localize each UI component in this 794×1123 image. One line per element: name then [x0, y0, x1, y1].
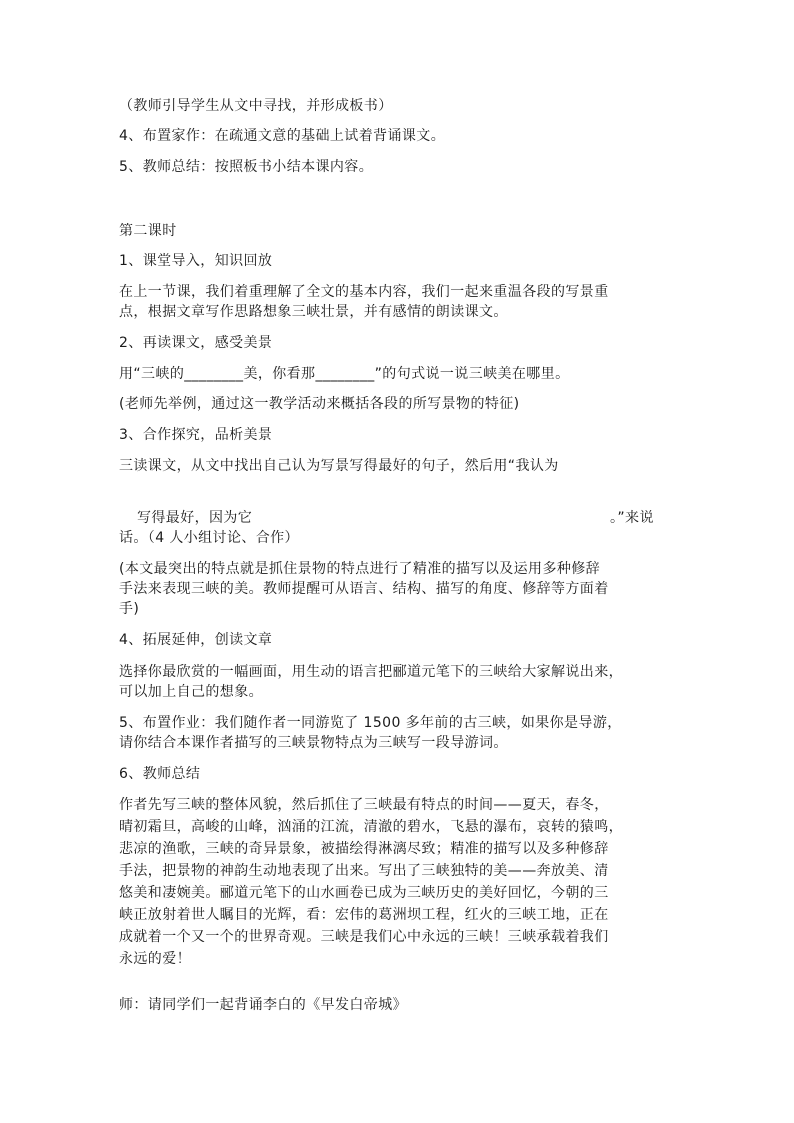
text-line: 。”来说: [610, 510, 654, 526]
text-line: 3、合作探究，品析美景: [119, 427, 273, 443]
text-line: 5、教师总结：按照板书小结本课内容。: [119, 159, 374, 175]
text-line: 4、拓展延伸，创读文章: [119, 632, 273, 648]
text-line: 5、布置作业：我们随作者一同游览了 1500 多年前的古三峡，如果你是导游，: [119, 715, 622, 731]
text-line: 选择你最欣赏的一幅画面，用生动的语言把郦道元笔下的三峡给大家解说出来，: [119, 664, 623, 680]
text-line: 永远的爱！: [119, 951, 191, 967]
text-line: 晴初霜旦，高峻的山峰，汹涌的江流，清澈的碧水，飞悬的瀑布，哀转的猿鸣，: [119, 819, 623, 835]
text-line: 作者先写三峡的整体风貌，然后抓住了三峡最有特点的时间——夏天，春冬，: [119, 797, 609, 813]
text-line: 写得最好，因为它: [137, 510, 253, 526]
text-line: 在上一节课，我们着重理解了全文的基本内容，我们一起来重温各段的写景重: [119, 284, 609, 300]
text-line: 6、教师总结: [119, 766, 201, 782]
text-line: 峡正放射着世人瞩目的光辉，看：宏伟的葛洲坝工程，红火的三峡工地，正在: [119, 907, 609, 923]
text-line: 用“三峡的________美，你看那________”的句式说一说三峡美在哪里。: [119, 366, 570, 382]
text-line: 悠美和凄婉美。郦道元笔下的山水画卷已成为三峡历史的美好回忆，今朝的三: [119, 885, 609, 901]
text-line: (本文最突出的特点就是抓住景物的特点进行了精准的描写以及运用多种修辞: [119, 561, 601, 577]
text-line: 三读课文，从文中找出自己认为写景写得最好的句子，然后用“我认为: [119, 458, 559, 474]
section-heading: 第二课时: [119, 223, 177, 239]
text-line: 2、再读课文，感受美景: [119, 335, 273, 351]
text-line: （教师引导学生从文中寻找，并形成板书）: [119, 98, 393, 114]
text-line: 手法来表现三峡的美。教师提醒可从语言、结构、描写的角度、修辞等方面着: [119, 581, 609, 597]
text-line: 手): [119, 601, 140, 617]
text-line: 请你结合本课作者描写的三峡景物特点为三峡写一段导游词。: [119, 735, 508, 751]
text-line: 话。（4 人小组讨论、合作）: [119, 530, 299, 546]
text-line: 可以加上自己的想象。: [119, 684, 263, 700]
text-line: 悲凉的渔歌，三峡的奇异景象，被描绘得淋漓尽致；精准的描写以及多种修辞: [119, 841, 609, 857]
text-line: (老师先举例，通过这一教学活动来概括各段的所写景物的特征): [119, 396, 520, 412]
text-line: 手法，把景物的神韵生动地表现了出来。写出了三峡独特的美——奔放美、清: [119, 863, 609, 879]
text-line: 成就着一个又一个的世界奇观。三峡是我们心中永远的三峡！三峡承载着我们: [119, 929, 609, 945]
text-line: 点，根据文章写作思路想象三峡壮景，并有感情的朗读课文。: [119, 304, 508, 320]
text-line: 4、布置家作：在疏通文意的基础上试着背诵课文。: [119, 128, 446, 144]
text-line: 师：请同学们一起背诵李白的《早发白帝城》: [119, 997, 407, 1013]
text-line: 1、课堂导入，知识回放: [119, 253, 273, 269]
